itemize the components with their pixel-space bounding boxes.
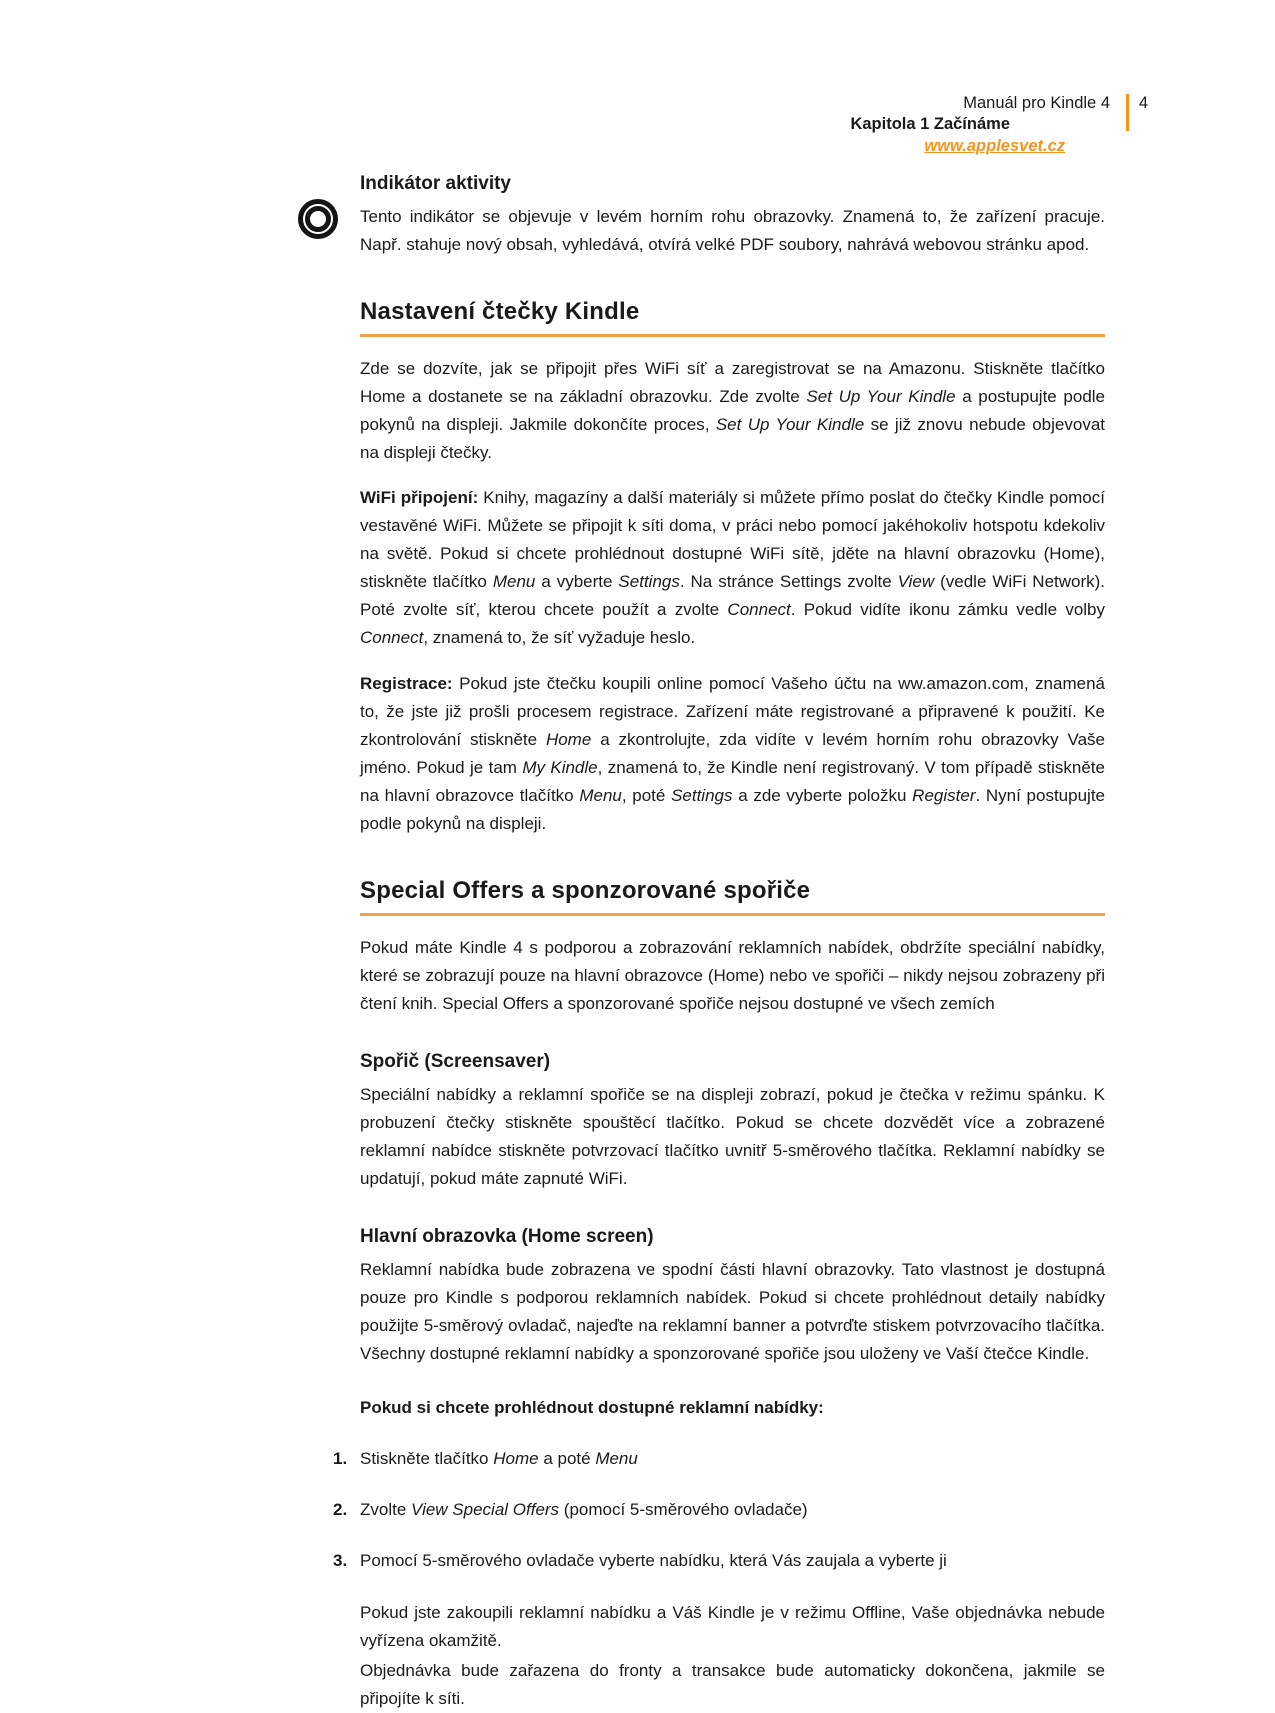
- list-item-text: Zvolte View Special Offers (pomocí 5-směrového ovladače): [360, 1500, 808, 1519]
- list-item-number: 2.: [333, 1500, 348, 1519]
- offers-section-heading: Special Offers a sponzorované spořiče: [360, 877, 811, 904]
- setup-intro-paragraph: Zde se dozvíte, jak se připojit přes WiFi síť a zaregistrovat se na Amazonu. Stiskněte tlačítko Home a dostanete se na základní obrazovku. Zde zvolte Set Up Your Kindle a postupujte podle pokynů na displeji. Jakmile dokončíte proces, Set Up Your Kindle se již znovu nebude objevovat na displeji čtečky.: [360, 359, 1106, 462]
- setup-heading-rule: [360, 334, 1105, 337]
- queue-note-paragraph: Objednávka bude zařazena do fronty a transakce bude automaticky dokončena, jakmile se připojíte k síti.: [360, 1661, 1105, 1708]
- setup-section-heading: Nastavení čtečky Kindle: [360, 298, 640, 325]
- offers-list-intro: Pokud si chcete prohlédnout dostupné reklamní nabídky:: [360, 1398, 824, 1417]
- activity-heading: Indikátor aktivity: [360, 173, 511, 194]
- wifi-paragraph: WiFi připojení: Knihy, magazíny a další materiály si můžete přímo poslat do čtečky Kindle pomocí vestavěné WiFi. Můžete se připojit k síti doma, v práci nebo pomocí jakéhokoliv hotspotu kdekoliv na světě. Pokud si chcete prohlédnout dostupné WiFi sítě, jděte na hlavní obrazovku (Home), stiskněte tlačítko Menu a vyberte Settings. Na stránce Settings zvolte View (vedle WiFi Network). Poté zvolte síť, kterou chcete použít a zvolte Connect. Pokud vidíte ikonu zámku vedle volby Connect, znamená to, že síť vyžaduje heslo.: [360, 488, 1106, 647]
- page-header: [820, 93, 1150, 157]
- list-item-number: 1.: [333, 1449, 348, 1468]
- screensaver-heading: Spořič (Screensaver): [360, 1051, 551, 1072]
- header-page-number: 4: [1138, 94, 1148, 112]
- activity-indicator-section: [360, 172, 1105, 259]
- list-item: [333, 1496, 1105, 1524]
- list-item: [333, 1547, 1105, 1575]
- header-chapter: Kapitola 1 Začínáme: [850, 115, 1010, 133]
- list-item-text: Stiskněte tlačítko Home a poté Menu: [360, 1449, 638, 1468]
- header-divider-bar: [1126, 94, 1129, 131]
- list-item: [333, 1445, 1105, 1473]
- header-website-link[interactable]: www.applesvet.cz: [924, 137, 1065, 155]
- homescreen-heading: Hlavní obrazovka (Home screen): [360, 1226, 654, 1247]
- screensaver-paragraph: Speciální nabídky a reklamní spořiče se na displeji zobrazí, pokud je čtečka v režimu spánku. K probuzení čtečky stiskněte spouštěcí tlačítko. Pokud se chcete dozvědět více a zobrazené reklamní nabídce stiskněte potvrzovací tlačítko uvnitř 5-směrového tlačítka. Reklamní nabídky se updatují, pokud máte zapnuté WiFi.: [360, 1085, 1105, 1188]
- document-content: [333, 172, 1106, 1713]
- activity-spinner-icon: [298, 199, 338, 239]
- activity-paragraph: Tento indikátor se objevuje v levém horním rohu obrazovky. Znamená to, že zařízení pracuje. Např. stahuje nový obsah, vyhledává, otvírá velké PDF soubory, nahrává webovou stránku apod.: [360, 207, 1105, 254]
- offers-heading-rule: [360, 913, 1105, 916]
- offers-intro-paragraph: Pokud máte Kindle 4 s podporou a zobrazování reklamních nabídek, obdržíte speciální nabídky, které se zobrazují pouze na hlavní obrazovce (Home) nebo ve spořiči – nikdy nejsou zobrazeny při čtení knih. Special Offers a sponzorované spořiče nejsou dostupné ve všech zemích: [360, 938, 1105, 1013]
- list-item-number: 3.: [333, 1551, 348, 1570]
- registration-paragraph: Registrace: Pokud jste čtečku koupili online pomocí Vašeho účtu na ww.amazon.com, znamená to, že jste již prošli procesem registrace. Zařízení máte registrované a připravené k použití. Ke zkontrolování stiskněte Home a zkontrolujte, zda vidíte v levém horním rohu obrazovky Vaše jméno. Pokud je tam My Kindle, znamená to, že Kindle není registrovaný. V tom případě stiskněte na hlavní obrazovce tlačítko Menu, poté Settings a zde vyberte položku Register. Nyní postupujte podle pokynů na displeji.: [360, 674, 1105, 833]
- homescreen-paragraph: Reklamní nabídka bude zobrazena ve spodní části hlavní obrazovky. Tato vlastnost je dostupná pouze pro Kindle s podporou reklamních nabídek. Pokud si chcete prohlédnout detaily nabídky použijte 5-směrový ovladač, najeďte na reklamní banner a potvrďte stiskem potvrzovacího tlačítka. Všechny dostupné reklamní nabídky a sponzorované spořiče jsou uloženy ve Vaší čtečce Kindle.: [360, 1260, 1105, 1363]
- header-title: Manuál pro Kindle 4: [963, 94, 1110, 112]
- offline-note-paragraph: Pokud jste zakoupili reklamní nabídku a Váš Kindle je v režimu Offline, Vaše objednávka nebude vyřízena okamžitě.: [360, 1603, 1105, 1650]
- list-item-text: Pomocí 5-směrového ovladače vyberte nabídku, která Vás zaujala a vyberte ji: [360, 1551, 947, 1570]
